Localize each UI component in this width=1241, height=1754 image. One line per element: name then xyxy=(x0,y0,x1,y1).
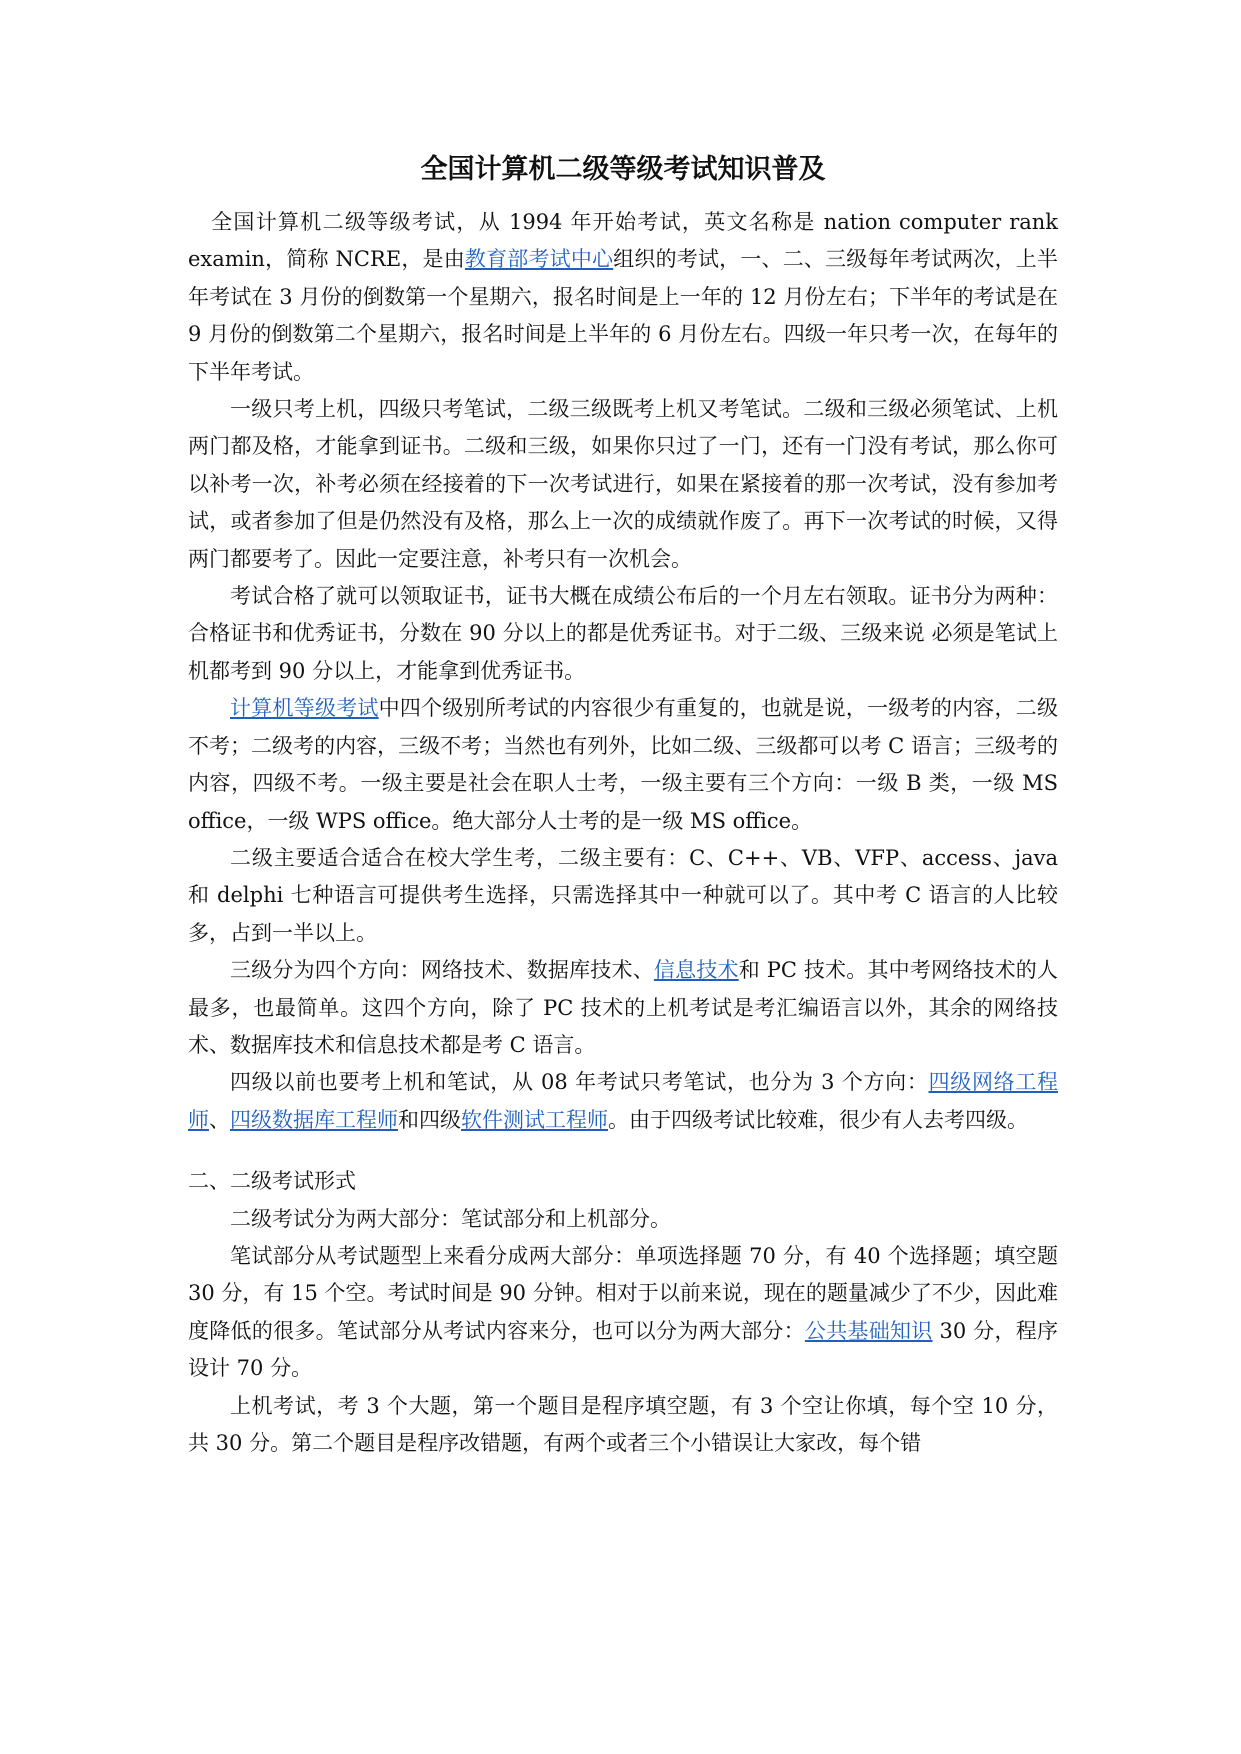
paragraph-level3 xyxy=(188,952,1058,1064)
paragraph-level2: 二级主要适合适合在校大学生考，二级主要有：C、C++、VB、VFP、access、java 和 delphi 七种语言可提供考生选择，只需选择其中一种就可以了。其中考 C 语言的人比较多，占到一半以上。 xyxy=(188,845,1058,945)
document-body xyxy=(188,150,1058,1462)
paragraph-text: 中四个级别所考试的内容很少有重复的，也就是说，一级考的内容，二级不考；二级考的内容，三级不考；当然也有列外，比如二级、三级都可以考 C 语言；三级考的内容，四级不考。一级主要是社会在职人士考，一级主要有三个方向：一级 B 类，一级 MS office，一级 WPS office。绝大部分人士考的是一级 MS office。 xyxy=(188,696,1059,833)
paragraph-content-levels xyxy=(188,690,1058,840)
document-title: 全国计算机二级等级考试知识普及 xyxy=(420,154,826,185)
link-computer-rank-exam[interactable]: 计算机等级考试 xyxy=(230,696,379,721)
paragraph-text: 和四级 xyxy=(398,1107,461,1132)
paragraph-text: 和 PC 技术。其中考网络技术的人最多，也最简单。这四个方向，除了 PC 技术的上机考试是考汇编语言以外，其余的网络技术、数据库技术和信息技术都是考 C 语言。 xyxy=(188,958,1059,1057)
paragraph-level4 xyxy=(188,1064,1058,1139)
paragraph-text: 。由于四级考试比较难，很少有人去考四级。 xyxy=(608,1107,1028,1132)
paragraph-written-exam xyxy=(188,1238,1058,1388)
paragraph-certificate: 考试合格了就可以领取证书，证书大概在成绩公布后的一个月左右领取。证书分为两种：合格证书和优秀证书，分数在 90 分以上的都是优秀证书。对于二级、三级来说 必须是笔试上机都考到 90 分以上，才能拿到优秀证书。 xyxy=(188,584,1058,683)
paragraph-text: 三级分为四个方向：网络技术、数据库技术、 xyxy=(230,958,654,983)
link-exam-center[interactable]: 教育部考试中心 xyxy=(464,247,614,272)
link-network-engineer[interactable]: 四级网络工程师 xyxy=(188,1070,1059,1132)
paragraph-text: 组织的考试，一、二、三级每年考试两次，上半年考试在 3 月份的倒数第一个星期六，报名时间是上一年的 12 月份左右；下半年的考试是在 9 月份的倒数第二个星期六，报名时间是上半年的 6 月份左右。四级一年只考一次，在每年的下半年考试。 xyxy=(188,247,1059,384)
section-heading: 二、二级考试形式 xyxy=(188,1169,356,1194)
paragraph-text: 全国计算机二级等级考试，从 1994 年开始考试，英文名称是 nation computer rank examin，简称 NCRE，是由 xyxy=(188,210,1058,272)
paragraph-levels: 一级只考上机，四级只考笔试，二级三级既考上机又考笔试。二级和三级必须笔试、上机两门都及格，才能拿到证书。二级和三级，如果你只过了一门，还有一门没有考试，那么你可以补考一次，补考必须在经接着的下一次考试进行，如果在紧接着的那一次考试，没有参加考试，或者参加了但是仍然没有及格，那么上一次的成绩就作废了。再下一次考试的时候，又得两门都要考了。因此一定要注意，补考只有一次机会。 xyxy=(188,397,1058,571)
link-database-engineer[interactable]: 四级数据库工程师 xyxy=(230,1107,398,1132)
paragraph-text: 笔试部分从考试题型上来看分成两大部分：单项选择题 70 分，有 40 个选择题；填空题 30 分，有 15 个空。考试时间是 90 分钟。相对于以前来说，现在的题量减少了不少，因此难度降低的很多。笔试部分从考试内容来分，也可以分为两大部分： xyxy=(188,1243,1058,1343)
paragraph-computer-exam: 上机考试，考 3 个大题，第一个题目是程序填空题，有 3 个空让你填，每个空 10 分，共 30 分。第二个题目是程序改错题，有两个或者三个小错误让大家改，每个错 xyxy=(188,1393,1058,1455)
paragraph-intro xyxy=(188,204,1058,391)
link-software-test-engineer[interactable]: 软件测试工程师 xyxy=(461,1107,608,1132)
paragraph-exam-parts: 二级考试分为两大部分：笔试部分和上机部分。 xyxy=(230,1206,671,1231)
link-information-technology[interactable]: 信息技术 xyxy=(653,958,739,983)
paragraph-text: 30 分，程序设计 70 分。 xyxy=(188,1318,1058,1381)
paragraph-text: 四级以前也要考上机和笔试，从 08 年考试只考笔试，也分为 3 个方向： xyxy=(230,1070,929,1095)
link-public-basics[interactable]: 公共基础知识 xyxy=(804,1318,933,1343)
paragraph-text: 、 xyxy=(209,1107,230,1132)
